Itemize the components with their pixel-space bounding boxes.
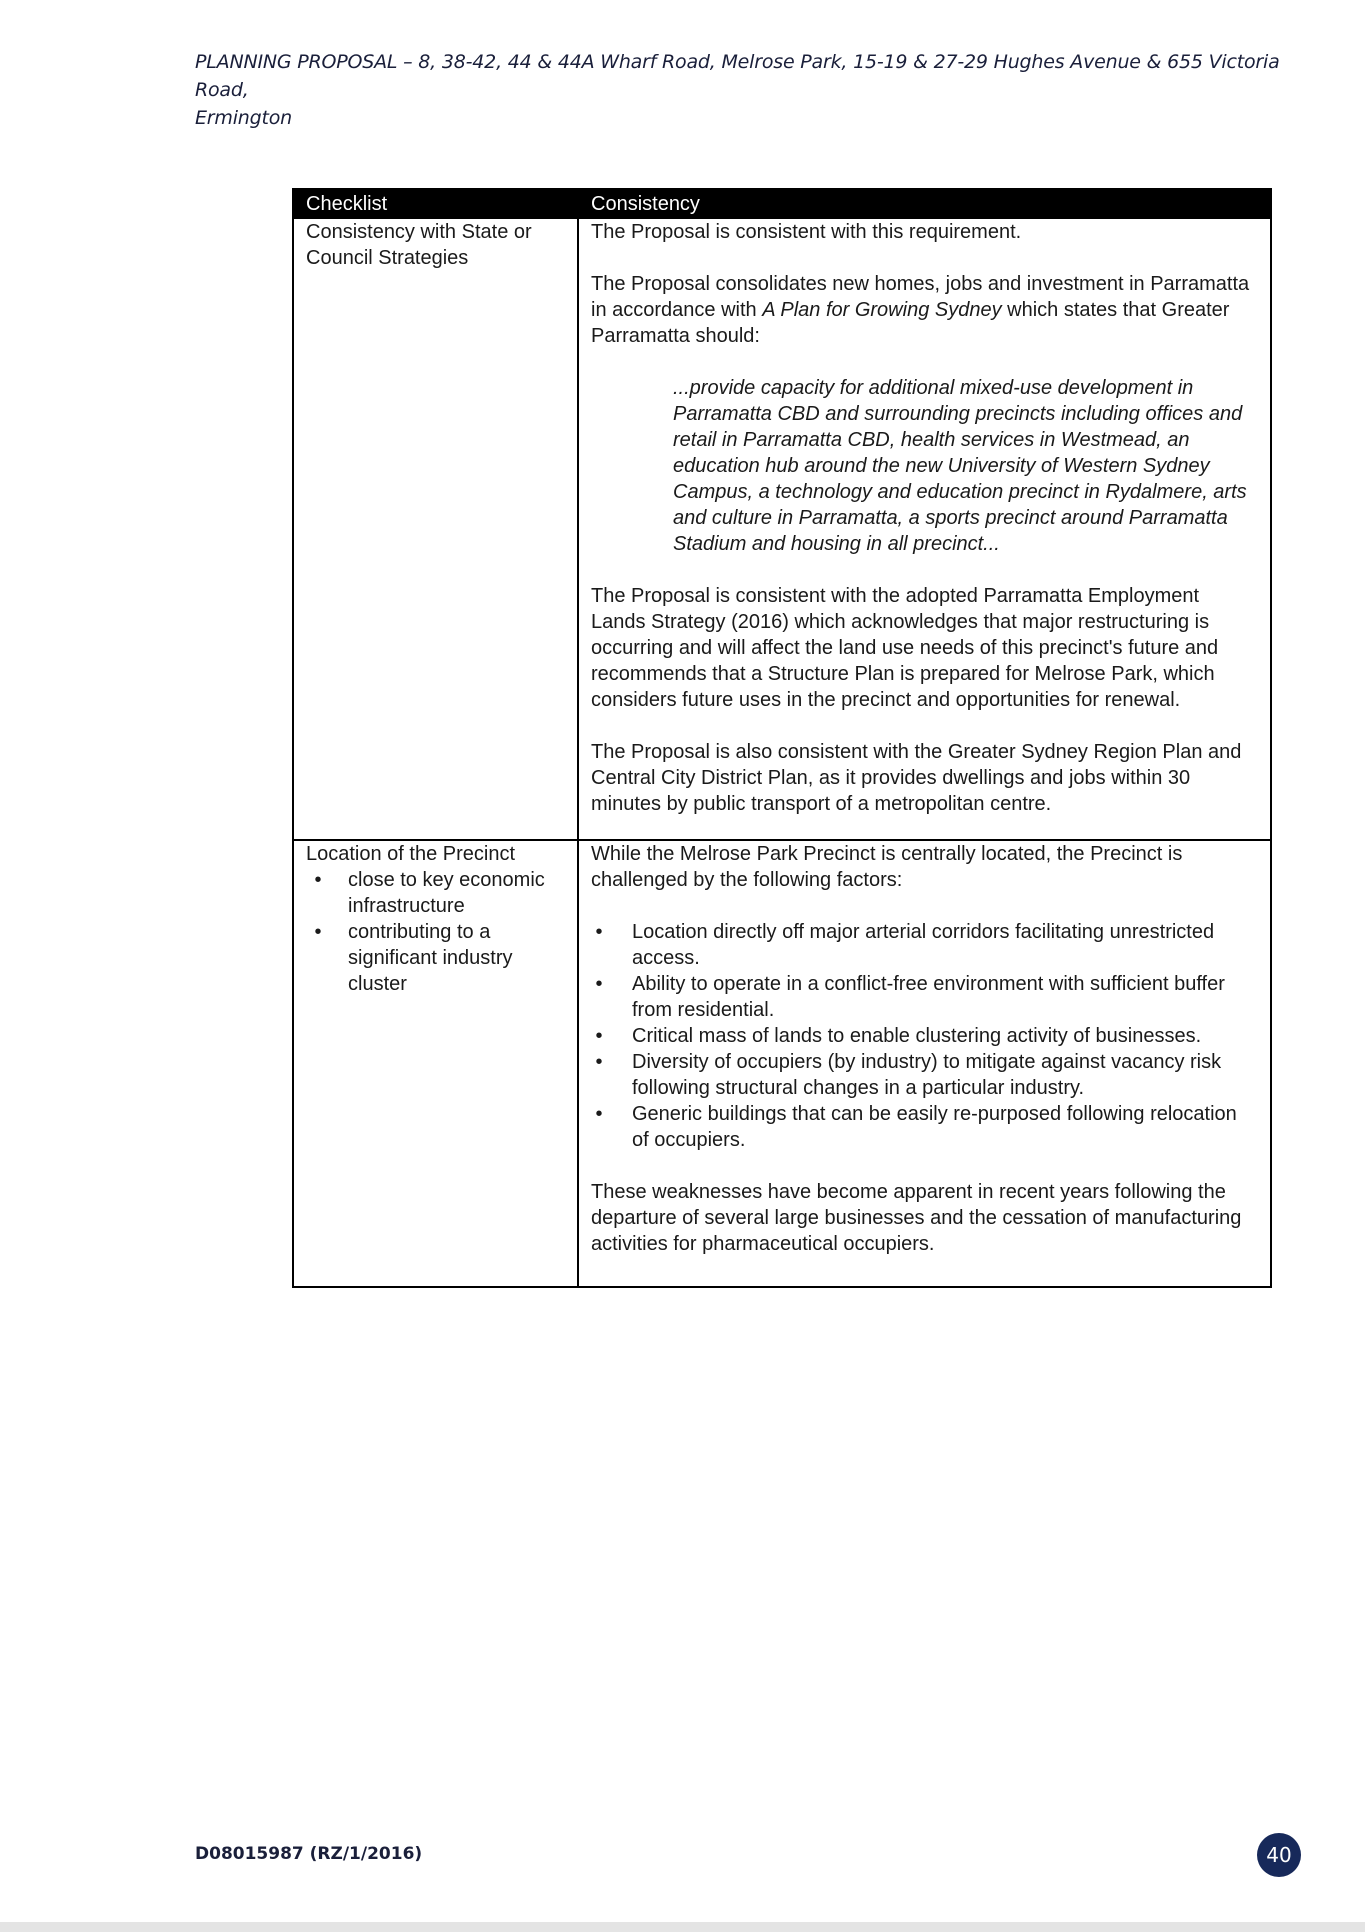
page-number-badge: 40 bbox=[1257, 1833, 1301, 1877]
consistency-paragraph: The Proposal is consistent with the adopted Parramatta Employment Lands Strategy (2016) which acknowledges that major restructuring is occurring and will affect the land use needs of this precinct's future and recommends that a Structure Plan is prepared for Melrose Park, which considers future uses in the precinct and opportunities for renewal. bbox=[591, 585, 1219, 711]
header-line-2: Ermington bbox=[195, 107, 293, 129]
table-row bbox=[293, 840, 1271, 1287]
checklist-table bbox=[292, 188, 1272, 1288]
list-item: • close to key economic infrastructure bbox=[306, 867, 565, 919]
list-item: • Diversity of occupiers (by industry) to mitigate against vacancy risk following structural changes in a particular industry. bbox=[591, 1049, 1258, 1101]
checklist-item-line-1: Consistency with State or bbox=[306, 221, 532, 243]
bullet-icon: • bbox=[595, 1025, 603, 1047]
consistency-cell-strategies bbox=[578, 218, 1271, 840]
page-bottom-divider bbox=[0, 1922, 1365, 1932]
bullet-icon: • bbox=[595, 1103, 603, 1125]
list-item: • Location directly off major arterial corridors facilitating unrestricted access. bbox=[591, 919, 1258, 971]
bullet-icon: • bbox=[314, 921, 322, 943]
list-item: • Critical mass of lands to enable clustering activity of businesses. bbox=[591, 1023, 1258, 1049]
document-reference-code: D08015987 (RZ/1/2016) bbox=[195, 1844, 423, 1864]
consistency-paragraph: These weaknesses have become apparent in recent years following the departure of several large businesses and the cessation of manufacturing activities for pharmaceutical occupiers. bbox=[591, 1181, 1242, 1255]
consistency-paragraph: The Proposal is consistent with this requirement. bbox=[591, 221, 1022, 243]
paragraph-text: The Proposal consolidates new homes, jobs and investment in Parramatta in accordance with bbox=[591, 273, 1250, 321]
page-header bbox=[195, 48, 1295, 132]
checklist-item-title: Location of the Precinct bbox=[306, 843, 516, 865]
factor-bullet-list bbox=[591, 919, 1258, 1153]
plan-title: A Plan for Growing Sydney bbox=[762, 299, 1002, 321]
checklist-bullet-list bbox=[306, 867, 565, 997]
paragraph-text: which states that Greater Parramatta should: bbox=[591, 299, 1230, 347]
list-item: • Ability to operate in a conflict-free environment with sufficient buffer from residential. bbox=[591, 971, 1258, 1023]
block-quote: ...provide capacity for additional mixed-use development in Parramatta CBD and surrounding precincts including offices and retail in Parramatta CBD, health services in Westmead, an education hub around the new University of Western Sydney Campus, a technology and education precinct in Rydalmere, arts and culture in Parramatta, a sports precinct around Parramatta Stadium and housing in all precinct... bbox=[673, 377, 1247, 555]
bullet-icon: • bbox=[595, 973, 603, 995]
list-item: • contributing to a significant industry cluster bbox=[306, 919, 565, 997]
checklist-cell-strategies bbox=[293, 218, 578, 840]
consistency-paragraph: The Proposal is also consistent with the Greater Sydney Region Plan and Central City District Plan, as it provides dwellings and jobs within 30 minutes by public transport of a metropolitan centre. bbox=[591, 741, 1242, 815]
consistency-cell-location bbox=[578, 840, 1271, 1287]
list-item: • Generic buildings that can be easily re-purposed following relocation of occupiers. bbox=[591, 1101, 1258, 1153]
bullet-icon: • bbox=[595, 921, 603, 943]
checklist-cell-location bbox=[293, 840, 578, 1287]
consistency-paragraph bbox=[591, 271, 1258, 349]
table-row bbox=[293, 218, 1271, 840]
bullet-icon: • bbox=[595, 1051, 603, 1073]
consistency-paragraph: While the Melrose Park Precinct is centrally located, the Precinct is challenged by the following factors: bbox=[591, 843, 1183, 891]
table-header-row bbox=[293, 189, 1271, 218]
bullet-icon: • bbox=[314, 869, 322, 891]
consistency-column-header: Consistency bbox=[578, 189, 1271, 218]
checklist-column-header: Checklist bbox=[293, 189, 578, 218]
header-line-1: PLANNING PROPOSAL – 8, 38-42, 44 & 44A Wharf Road, Melrose Park, 15-19 & 27-29 Hughes Avenue & 655 Victoria Road, bbox=[195, 51, 1280, 101]
checklist-item-line-2: Council Strategies bbox=[306, 247, 469, 269]
